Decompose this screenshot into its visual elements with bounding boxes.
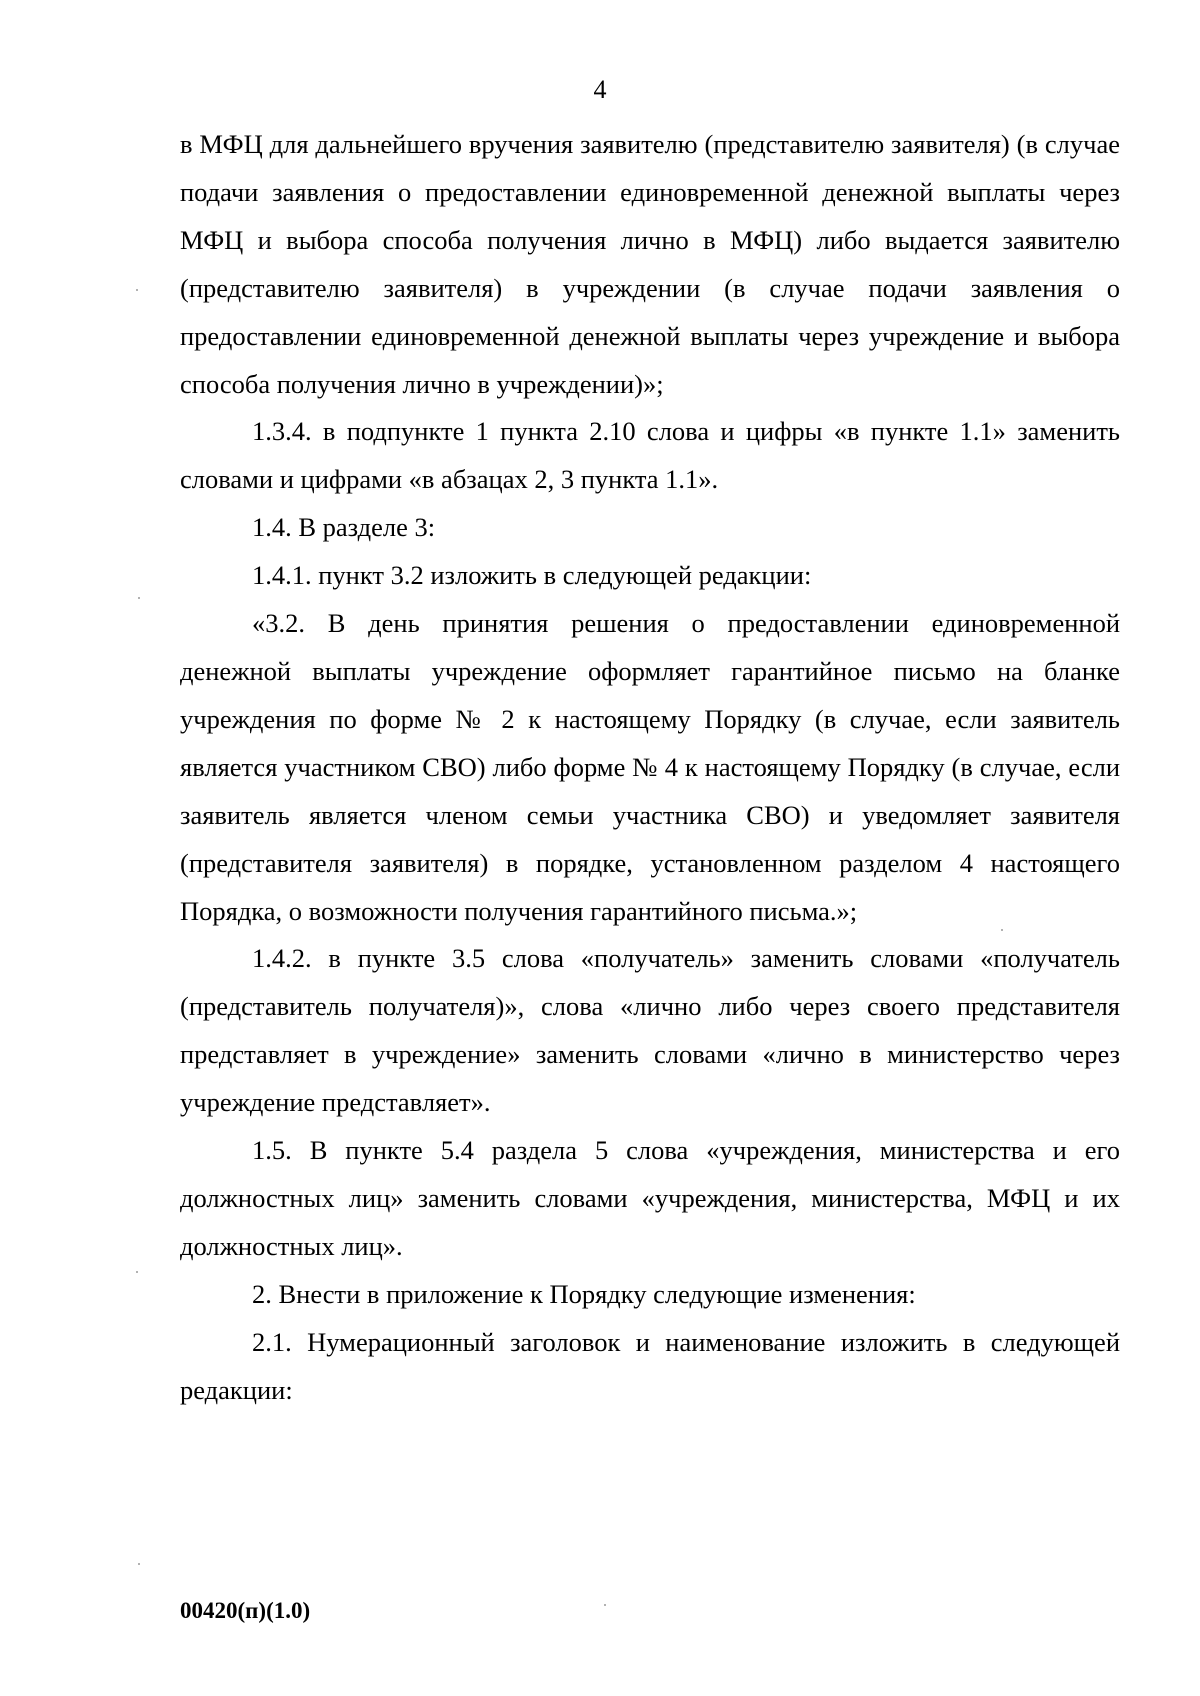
scan-speck xyxy=(604,1604,606,1606)
scan-speck xyxy=(136,1271,138,1273)
paragraph-1-4: 1.4. В разделе 3: xyxy=(252,512,436,543)
paragraph-3-2-quote: «3.2. В день принятия решения о предоставлении единовременной денежной выплаты учреждение оформляет гарантийное письмо на бланке учреждения по форме № 2 к настоящему Порядку (в случае, если заявитель является участником СВО) либо форме № 4 к настоящему Порядку (в случае, если заявитель является членом семьи участника СВО) и уведомляет заявителя (представителя заявителя) в порядке, установленном разделом 4 настоящего Порядка, о возможности получения гарантийного письма.»; xyxy=(180,608,1120,926)
scan-speck xyxy=(138,1563,140,1565)
paragraph-1-4-2: 1.4.2. в пункте 3.5 слова «получатель» заменить словами «получатель (представитель получателя)», слова «лично либо через своего представителя представляет в учреждение» заменить словами «лично в министерство через учреждение представляет». xyxy=(180,943,1120,1118)
paragraph-2-1: 2.1. Нумерационный заголовок и наименование изложить в следующей редакции: xyxy=(180,1326,1120,1405)
paragraph-1-4-1: 1.4.1. пункт 3.2 изложить в следующей редакции: xyxy=(252,560,812,591)
paragraph-continuation: в МФЦ для дальнейшего вручения заявителю (представителю заявителя) (в случае подачи заявления о предоставлении единовременной денежной выплаты через МФЦ и выбора способа получения лично в МФЦ) либо выдается заявителю (представителю заявителя) в учреждении (в случае подачи заявления о предоставлении единовременной денежной выплаты через учреждение и выбора способа получения лично в учреждении)»; xyxy=(180,129,1120,399)
scan-speck xyxy=(138,597,140,599)
paragraph-1-5: 1.5. В пункте 5.4 раздела 5 слова «учреждения, министерства и его должностных лиц» заменить словами «учреждения, министерства, МФЦ и их должностных лиц». xyxy=(180,1135,1120,1261)
scan-speck xyxy=(136,289,138,291)
document-body xyxy=(180,121,1120,1414)
page-number: 4 xyxy=(593,75,607,104)
scan-speck xyxy=(1001,929,1003,931)
paragraph-2: 2. Внести в приложение к Порядку следующие изменения: xyxy=(252,1278,916,1309)
paragraph-1-3-4: 1.3.4. в подпункте 1 пункта 2.10 слова и цифры «в пункте 1.1» заменить словами и цифрами «в абзацах 2, 3 пункта 1.1». xyxy=(180,416,1120,495)
document-code: 00420(п)(1.0) xyxy=(180,1598,311,1623)
